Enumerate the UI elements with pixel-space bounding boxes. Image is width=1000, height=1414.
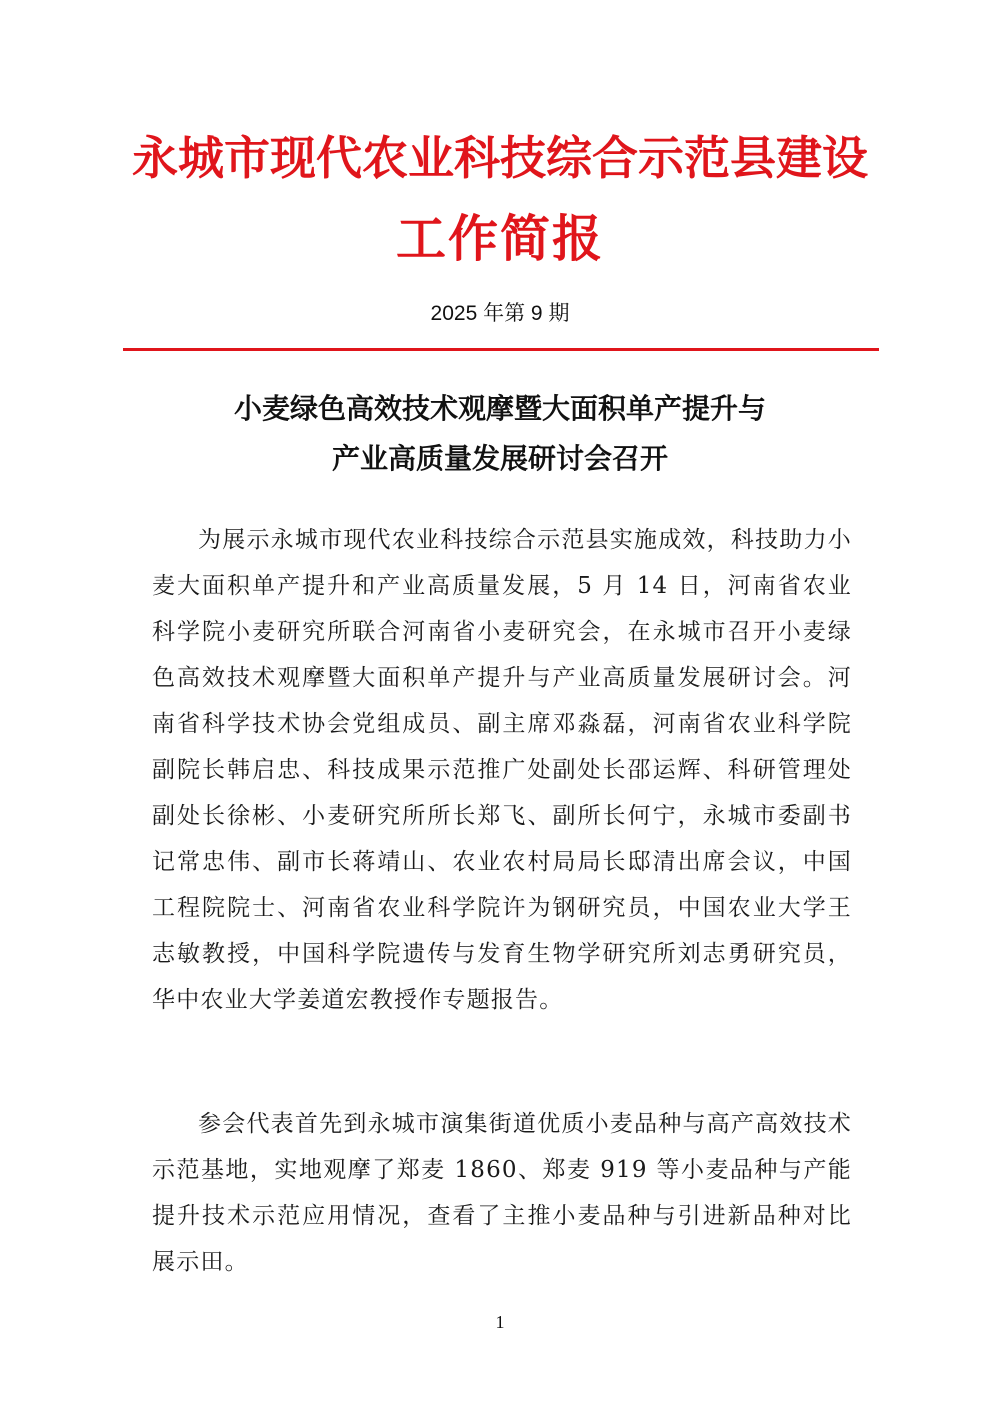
article-headline-line2: 产业高质量发展研讨会召开: [331, 442, 668, 475]
page-number: 1: [495, 1312, 505, 1332]
article-headline-line1: 小麦绿色高效技术观摩暨大面积单产提升与: [233, 392, 766, 425]
body-paragraph: 参会代表首先到永城市演集街道优质小麦品种与高产高效技术示范基地，实地观摩了郑麦 1860、郑麦 919 等小麦品种与产能提升技术示范应用情况，查看了主推小麦品种与引进新品种对比展示田。: [152, 1111, 852, 1275]
body-paragraph: 为展示永城市现代农业科技综合示范县实施成效，科技助力小麦大面积单产提升和产业高质量发展，5 月 14 日，河南省农业科学院小麦研究所联合河南省小麦研究会，在永城市召开小麦绿色高效技术观摩暨大面积单产提升与产业高质量发展研讨会。河南省科学技术协会党组成员、副主席邓淼磊，河南省农业科学院副院长韩启忠、科技成果示范推广处副处长邵运辉、科研管理处副处长徐彬、小麦研究所所长郑飞、副所长何宁，永城市委副书记常忠伟、副市长蒋靖山、农业农村局局长邸清出席会议，中国工程院院士、河南省农业科学院许为钢研究员，中国农业大学王志敏教授，中国科学院遗传与发育生物学研究所刘志勇研究员，华中农业大学姜道宏教授作专题报告。: [152, 527, 852, 1013]
issue-number: 2025 年第 9 期: [430, 302, 570, 325]
bulletin-title-line1: 永城市现代农业科技综合示范县建设: [132, 131, 868, 185]
bulletin-title-line2: 工作简报: [396, 209, 604, 268]
red-divider-rule: [123, 348, 879, 351]
